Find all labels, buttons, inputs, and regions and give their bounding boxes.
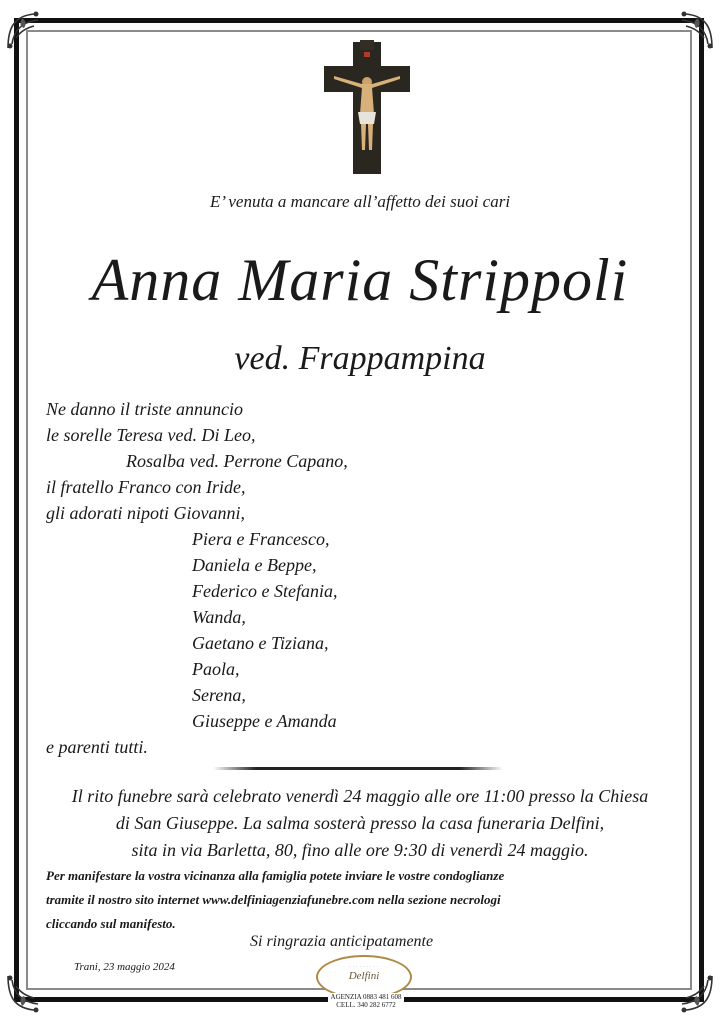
family-line: Serena,	[192, 685, 246, 705]
notice-line: Per manifestare la vostra vicinanza alla famiglia potete inviare le vostre condoglianze	[46, 868, 505, 883]
family-line: Gaetano e Tiziana,	[192, 633, 329, 653]
intro-text: E’ venuta a mancare all’affetto dei suoi cari	[209, 192, 511, 211]
ornament-corner-icon	[672, 8, 716, 52]
agency-contact	[328, 993, 404, 1009]
notice-line: tramite il nostro sito internet www.delfiniagenziafunebre.com nella sezione necrologi	[46, 892, 501, 907]
ornament-corner-icon	[672, 972, 716, 1016]
family-line: e parenti tutti.	[46, 737, 148, 757]
divider-line	[213, 767, 503, 770]
family-list	[46, 396, 466, 760]
thanks-text: Si ringrazia anticipatamente	[250, 933, 434, 950]
family-line: le sorelle Teresa ved. Di Leo,	[46, 425, 256, 445]
ornament-corner-icon	[4, 972, 48, 1016]
agency-logo-tagline: · · · · · · · · ·	[349, 964, 379, 969]
family-line: gli adorati nipoti Giovanni,	[46, 503, 246, 523]
family-line: Paola,	[192, 659, 240, 679]
rite-line: Il rito funebre sarà celebrato venerdì 24 maggio alle ore 11:00 presso la Chiesa	[71, 786, 649, 806]
family-line: Piera e Francesco,	[192, 529, 330, 549]
deceased-name: Anna Maria Strippoli	[91, 247, 629, 313]
family-line: Federico e Stefania,	[192, 581, 338, 601]
agency-mobile: CELL. 340 282 6772	[336, 1001, 396, 1009]
family-line: il fratello Franco con Iride,	[46, 477, 246, 497]
place-date: Trani, 23 maggio 2024	[74, 961, 175, 973]
rite-line: sita in via Barletta, 80, fino alle ore 9:30 di venerdì 24 maggio.	[131, 840, 589, 860]
deceased-subtitle: ved. Frappampina	[234, 340, 486, 377]
family-line: Wanda,	[192, 607, 246, 627]
funeral-rite-text	[40, 783, 680, 864]
rite-line: di San Giuseppe. La salma sosterà presso la casa funeraria Delfini,	[115, 813, 605, 833]
agency-phone: AGENZIA 0883 481 608	[330, 993, 402, 1001]
notice-line: cliccando sul manifesto.	[46, 916, 176, 931]
agency-brand: Delfini	[348, 970, 380, 982]
condolence-notice	[46, 864, 686, 936]
crucifix-icon	[322, 40, 412, 176]
ornament-corner-icon	[4, 8, 48, 52]
family-line: Daniela e Beppe,	[192, 555, 317, 575]
family-line: Rosalba ved. Perrone Capano,	[126, 451, 348, 471]
family-line: Ne danno il triste annuncio	[46, 399, 243, 419]
family-line: Giuseppe e Amanda	[192, 711, 337, 731]
